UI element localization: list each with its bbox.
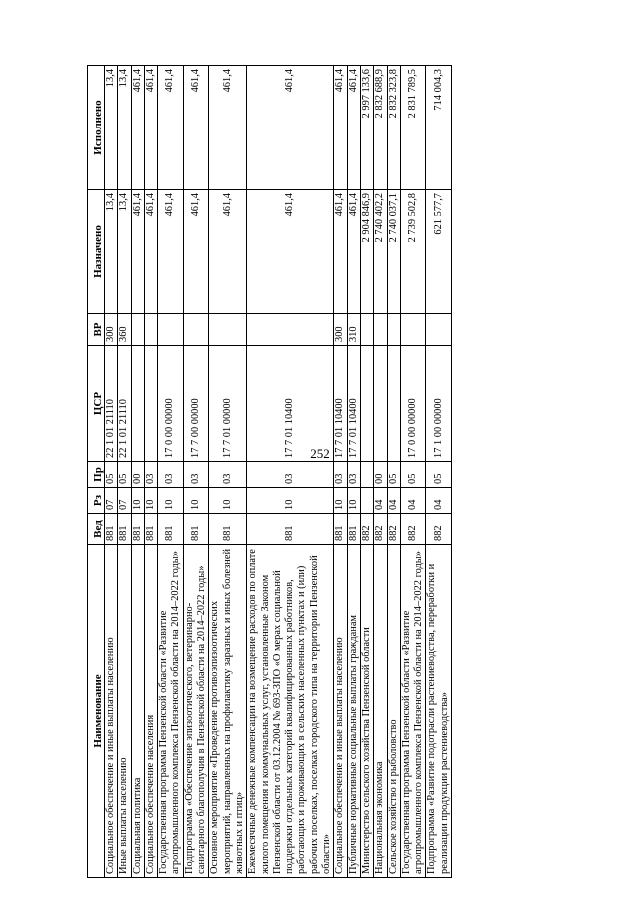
- cell-csr: 17 7 01 00000: [209, 346, 247, 462]
- table-row: [400, 66, 426, 878]
- cell-ved: 882: [387, 514, 400, 545]
- cell-name: Национальная экономика: [374, 545, 387, 878]
- cell-executed: 461,4: [131, 66, 144, 190]
- cell-csr: [374, 346, 387, 462]
- cell-ved: 881: [334, 514, 347, 545]
- cell-rz: 07: [118, 488, 131, 514]
- cell-rz: 04: [387, 488, 400, 514]
- cell-assigned: 2 740 037,1: [387, 190, 400, 314]
- table-row: [209, 66, 247, 878]
- cell-name: Социальное обеспечение населения: [144, 545, 157, 878]
- cell-vr: 310: [347, 314, 360, 346]
- cell-assigned: 621 577,7: [426, 190, 452, 314]
- cell-pr: 03: [183, 462, 209, 488]
- cell-rz: 07: [105, 488, 118, 514]
- cell-rz: 10: [144, 488, 157, 514]
- cell-vr: [144, 314, 157, 346]
- header-executed: Исполнено: [88, 66, 105, 190]
- cell-csr: 17 7 01 10400: [334, 346, 347, 462]
- cell-assigned: 461,4: [247, 190, 334, 314]
- cell-assigned: 461,4: [144, 190, 157, 314]
- cell-name: Подпрограмма «Развитие подотрасли растениеводства, переработки и реализации продукции растениеводства»: [426, 545, 452, 878]
- header-assigned: Назначено: [88, 190, 105, 314]
- table-row: [374, 66, 387, 878]
- table-row: [183, 66, 209, 878]
- cell-executed: 13,4: [118, 66, 131, 190]
- cell-vr: [158, 314, 184, 346]
- cell-ved: 881: [158, 514, 184, 545]
- cell-vr: 360: [118, 314, 131, 346]
- cell-name: Социальное обеспечение и иные выплаты населению: [334, 545, 347, 878]
- cell-csr: [387, 346, 400, 462]
- cell-name: Государственная программа Пензенской области «Развитие агропромышленного комплекса Пензенской области на 2014–2022 годы»: [158, 545, 184, 878]
- cell-pr: 03: [209, 462, 247, 488]
- cell-ved: 882: [360, 514, 373, 545]
- cell-pr: 00: [374, 462, 387, 488]
- cell-executed: 461,4: [247, 66, 334, 190]
- cell-assigned: 461,4: [209, 190, 247, 314]
- cell-csr: 22 1 01 21110: [118, 346, 131, 462]
- cell-csr: 17 0 00 00000: [400, 346, 426, 462]
- cell-rz: 04: [426, 488, 452, 514]
- cell-pr: 05: [387, 462, 400, 488]
- cell-rz: 10: [183, 488, 209, 514]
- rotated-page-content: [87, 66, 537, 878]
- cell-pr: 03: [347, 462, 360, 488]
- cell-ved: 881: [183, 514, 209, 545]
- table-row: [334, 66, 347, 878]
- cell-name: Ежемесячные денежные компенсации на возмещение расходов по оплате жилого помещения и коммунальных услуг, установленные Законом Пензенской области от 03.12.2004 № 693-ЗПО «О мерах социальной поддержки отдельных категорий квалифицированных работников, работающих и проживающих в сельских населенных пунктах и (или) рабочих поселках, поселках городского типа на территории Пензенской области»: [247, 545, 334, 878]
- cell-ved: 881: [105, 514, 118, 545]
- cell-name: Сельское хозяйство и рыболовство: [387, 545, 400, 878]
- cell-rz: 04: [400, 488, 426, 514]
- cell-vr: [426, 314, 452, 346]
- cell-rz: 10: [334, 488, 347, 514]
- cell-name: Иные выплаты населению: [118, 545, 131, 878]
- cell-ved: 881: [347, 514, 360, 545]
- cell-name: Министерство сельского хозяйства Пензенской области: [360, 545, 373, 878]
- cell-assigned: 461,4: [183, 190, 209, 314]
- cell-rz: 04: [374, 488, 387, 514]
- cell-vr: [360, 314, 373, 346]
- cell-executed: 13,4: [105, 66, 118, 190]
- cell-vr: [387, 314, 400, 346]
- cell-rz: 10: [247, 488, 334, 514]
- cell-csr: 17 7 01 10400: [247, 346, 334, 462]
- cell-pr: 03: [247, 462, 334, 488]
- cell-ved: 881: [209, 514, 247, 545]
- cell-pr: 05: [426, 462, 452, 488]
- table-row: [347, 66, 360, 878]
- cell-pr: 03: [334, 462, 347, 488]
- header-name: Наименование: [88, 545, 105, 878]
- cell-executed: 461,4: [209, 66, 247, 190]
- cell-pr: 03: [144, 462, 157, 488]
- cell-executed: 2 832 323,8: [387, 66, 400, 190]
- header-ved: Вед: [88, 514, 105, 545]
- cell-executed: 461,4: [347, 66, 360, 190]
- cell-name: Социальная политика: [131, 545, 144, 878]
- cell-executed: 461,4: [334, 66, 347, 190]
- cell-name: Государственная программа Пензенской области «Развитие агропромышленного комплекса Пензенской области на 2014–2022 годы»: [400, 545, 426, 878]
- cell-ved: 881: [118, 514, 131, 545]
- cell-assigned: 2 904 846,9: [360, 190, 373, 314]
- header-pr: Пр: [88, 462, 105, 488]
- cell-assigned: 2 740 402,2: [374, 190, 387, 314]
- table-row: [131, 66, 144, 878]
- table-row: [387, 66, 400, 878]
- budget-table: [87, 65, 452, 878]
- cell-name: Подпрограмма «Обеспечение эпизоотического, ветеринарно-санитарного благополучия в Пензенской области на 2014–2022 годы»: [183, 545, 209, 878]
- cell-csr: 17 0 00 00000: [158, 346, 184, 462]
- cell-pr: 05: [400, 462, 426, 488]
- cell-assigned: 2 739 502,8: [400, 190, 426, 314]
- table-row: [118, 66, 131, 878]
- cell-executed: 461,4: [183, 66, 209, 190]
- cell-rz: 10: [209, 488, 247, 514]
- cell-vr: 300: [105, 314, 118, 346]
- cell-pr: [360, 462, 373, 488]
- cell-rz: 10: [158, 488, 184, 514]
- cell-csr: 17 7 01 10400: [347, 346, 360, 462]
- table-row: [426, 66, 452, 878]
- cell-pr: 05: [118, 462, 131, 488]
- cell-vr: [247, 314, 334, 346]
- cell-csr: [144, 346, 157, 462]
- cell-rz: 10: [347, 488, 360, 514]
- header-rz: Рз: [88, 488, 105, 514]
- cell-pr: 00: [131, 462, 144, 488]
- cell-csr: 17 1 00 00000: [426, 346, 452, 462]
- cell-executed: 714 004,3: [426, 66, 452, 190]
- cell-ved: 881: [247, 514, 334, 545]
- table-row: [247, 66, 334, 878]
- cell-pr: 05: [105, 462, 118, 488]
- cell-name: Публичные нормативные социальные выплаты гражданам: [347, 545, 360, 878]
- header-vr: ВР: [88, 314, 105, 346]
- table-row: [105, 66, 118, 878]
- cell-assigned: 461,4: [347, 190, 360, 314]
- cell-rz: 10: [131, 488, 144, 514]
- page-number: 252: [310, 446, 330, 461]
- cell-ved: 881: [131, 514, 144, 545]
- cell-vr: [209, 314, 247, 346]
- table-header-row: [88, 66, 105, 878]
- cell-assigned: 13,4: [118, 190, 131, 314]
- cell-assigned: 461,4: [334, 190, 347, 314]
- cell-executed: 2 997 133,6: [360, 66, 373, 190]
- table-body: [105, 66, 452, 878]
- cell-vr: [400, 314, 426, 346]
- cell-csr: 22 1 01 21110: [105, 346, 118, 462]
- cell-assigned: 13,4: [105, 190, 118, 314]
- cell-rz: [360, 488, 373, 514]
- cell-pr: 03: [158, 462, 184, 488]
- table-row: [158, 66, 184, 878]
- cell-vr: 300: [334, 314, 347, 346]
- header-csr: ЦСР: [88, 346, 105, 462]
- cell-executed: 461,4: [158, 66, 184, 190]
- cell-ved: 881: [144, 514, 157, 545]
- cell-ved: 882: [374, 514, 387, 545]
- table-row: [360, 66, 373, 878]
- cell-executed: 461,4: [144, 66, 157, 190]
- cell-assigned: 461,4: [158, 190, 184, 314]
- table-row: [144, 66, 157, 878]
- cell-executed: 2 832 688,9: [374, 66, 387, 190]
- cell-csr: 17 7 00 00000: [183, 346, 209, 462]
- cell-csr: [360, 346, 373, 462]
- cell-ved: 882: [426, 514, 452, 545]
- cell-ved: 882: [400, 514, 426, 545]
- cell-name: Социальное обеспечение и иные выплаты населению: [105, 545, 118, 878]
- cell-assigned: 461,4: [131, 190, 144, 314]
- cell-vr: [131, 314, 144, 346]
- cell-executed: 2 831 789,5: [400, 66, 426, 190]
- cell-vr: [183, 314, 209, 346]
- cell-name: Основное мероприятие «Проведение противоэпизоотических мероприятий, направленных на профилактику заразных и иных болезней животных и птиц»: [209, 545, 247, 878]
- cell-vr: [374, 314, 387, 346]
- cell-csr: [131, 346, 144, 462]
